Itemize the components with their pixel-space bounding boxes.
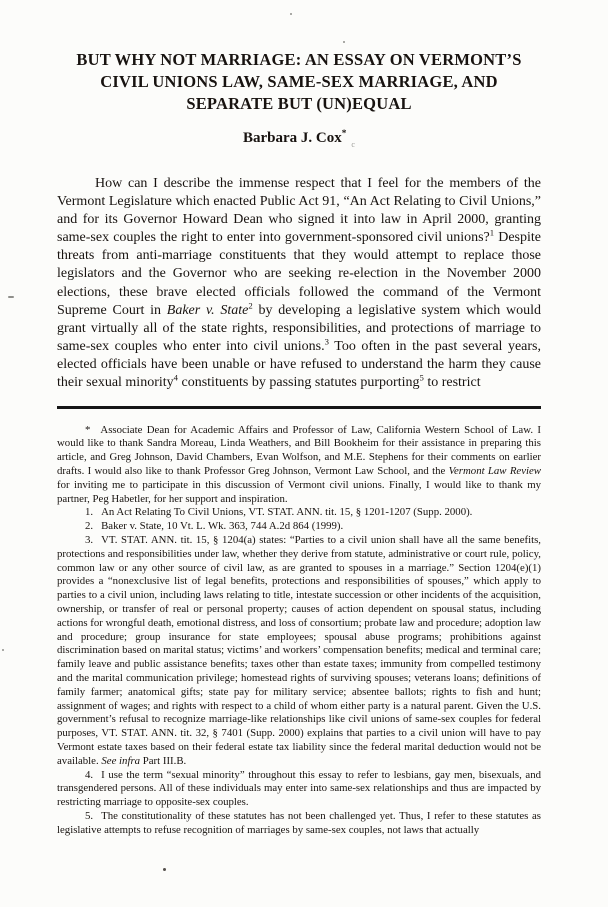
scan-speck [2, 649, 4, 651]
author-byline [57, 129, 541, 154]
case-citation-italic: Baker v. State [166, 302, 249, 318]
footnote-ref-3: 3 [324, 336, 329, 347]
footnote-ref-4: 4 [173, 372, 178, 383]
footnote-1 [57, 506, 541, 520]
footnote-star-marker: * [85, 423, 91, 436]
footnotes-section [57, 424, 541, 838]
footnote-text-segment: Associate Dean for Academic Affairs and Professor of Law, California Western School of Law. I would like to thank Sandra Moreau, Linda Weathers, and Bill Bookheim for their assistance in preparing this article, and Greg Johnson, David Chambers, Evan Wolfson, and M.E. Stephens for their comments on earlier drafts. I would also like to thank Professor Greg Johnson, Vermont Law School, and the [57, 423, 541, 478]
page-content [0, 49, 608, 838]
article-title: BUT WHY NOT MARRIAGE: AN ESSAY ON VERMONT’S CIVIL UNIONS LAW, SAME-SEX MARRIAGE, AND SEPARATE BUT (UN)EQUAL [76, 50, 522, 113]
footnote-ref-5: 5 [419, 372, 424, 383]
footnote-ref-2: 2 [248, 300, 253, 310]
scan-artifact-glyph: c [351, 140, 355, 149]
footnote-ref-1: 1 [489, 227, 495, 238]
body-text-segment: How can I describe the immense respect that I feel for the members of the Vermont Legislature which enacted Public Act 91, “An Act Relating to Civil Unions,” and for its Governor Howard Dean who signed it into law in April 2000, granting same-sex couples the right to enter into government-sponsored civil unions? [57, 176, 541, 246]
scan-speck [343, 41, 345, 43]
footnote-4 [57, 769, 541, 810]
journal-name-italic: Vermont Law Review [448, 465, 541, 478]
scan-speck [163, 868, 166, 871]
footnote-2-marker: 2. [85, 520, 94, 533]
footnote-text-segment: The constitutionality of these statutes has not been challenged yet. Thus, I refer to these statutes as legislative attempts to refuse recognition of marriages by same-sex couples, not laws that actually [57, 809, 541, 836]
footnote-text-segment: An Act Relating To Civil Unions, VT. STAT. ANN. tit. 15, § 1201-1207 (Supp. 2000). [101, 506, 473, 519]
footnote-text-segment: for inviting me to participate in this discussion of Vermont civil unions. Finally, I would like to thank my partner, Peg Habetler, for her support and inspiration. [57, 478, 541, 505]
footnote-3-marker: 3. [85, 534, 94, 546]
footnote-text-segment: VT. STAT. ANN. tit. 15, § 1204(a) states: “Parties to a civil union shall have all the same benefits, protections and responsibilities under law, whether they derive from statute, administrative or court rule, policy, common law or any other source of civil law, as are granted to spouses in a marriage.” Section 1204(e)(1) provides a “nonexclusive list of legal benefits, protections and responsibilities of spouses,” which apply to parties to a civil union, including laws relating to title, intestate succession or other incidents of the acquisition, ownership, or transfer of real or personal property; causes of action dependent on spousal status, including actions for wrongful death, emotional distress, and loss of consortium; probate law and procedure; adoption law and procedure; group insurance for state employees; spousal abuse programs; prohibitions against discrimination based on marital status; victims’ and workers’ compensation benefits; medical and terminal care; family leave and public assistance benefits; taxes other than estate taxes; immunity from compelled testimony and the marital communication privilege; homestead rights of surviving spouses; veterans loans; definitions of family farmer; anatomical gifts; state pay for military service; absentee ballots; rights to fish and hunt; assignment of wages; and rights with respect to a child of whom either party is a natural parent. Given the U.S. government’s refusal to recognize marriage-like relationships like civil unions of same-sex couples for federal purposes, VT. STAT. ANN. tit. 32, § 7401 (Supp. 2000) explains that parties to a civil union will have to pay Vermont estate taxes based on their federal estate tax liability since the federal marital deduction would not be available. [57, 534, 541, 767]
footnote-4-marker: 4. [85, 768, 94, 781]
body-text-segment: to restrict [423, 375, 481, 391]
footnote-1-marker: 1. [85, 506, 94, 519]
footnote-text-segment: Baker v. State, 10 Vt. L. Wk. 363, 744 A.2d 864 (1999). [101, 520, 344, 533]
body-paragraph [57, 175, 541, 392]
body-text-segment: Too often in the past several years, elected officials have been unable or have refused to understand the harm they cause their sexual minority [57, 338, 542, 391]
footnote-3 [57, 534, 541, 769]
scan-speck [8, 296, 14, 298]
author-name: Barbara J. Cox [243, 130, 342, 146]
footnote-star [57, 424, 541, 507]
body-text-segment: Despite threats from anti-marriage constituents that they would attempt to replace those legislators and the Governor who are seeking re-election in the November 2000 elections, these brave elected officials followed the command of the Vermont Supreme Court in [57, 230, 541, 318]
footnote-5 [57, 810, 541, 838]
body-text-segment: by developing a legislative system which would grant virtually all of the state rights, responsibilities, and protections of marriage to same-sex couples who enter into civil unions. [57, 302, 541, 354]
footnote-5-marker: 5. [85, 809, 94, 822]
footnote-text-segment: I use the term “sexual minority” throughout this essay to refer to lesbians, gay men, bisexuals, and transgendered persons. All of these individuals may enter into same-sex relationships and thus are impacted by restricting marriage to opposite-sex couples. [57, 768, 541, 809]
body-text-segment: constituents by passing statutes purporting [178, 375, 420, 391]
signal-italic: See infra [101, 754, 141, 767]
footnote-2 [57, 520, 541, 534]
footnote-text-segment: Part III.B. [140, 754, 187, 767]
scan-speck [290, 13, 292, 15]
footnote-separator-rule [57, 406, 541, 409]
author-footnote-symbol: * [341, 129, 347, 139]
